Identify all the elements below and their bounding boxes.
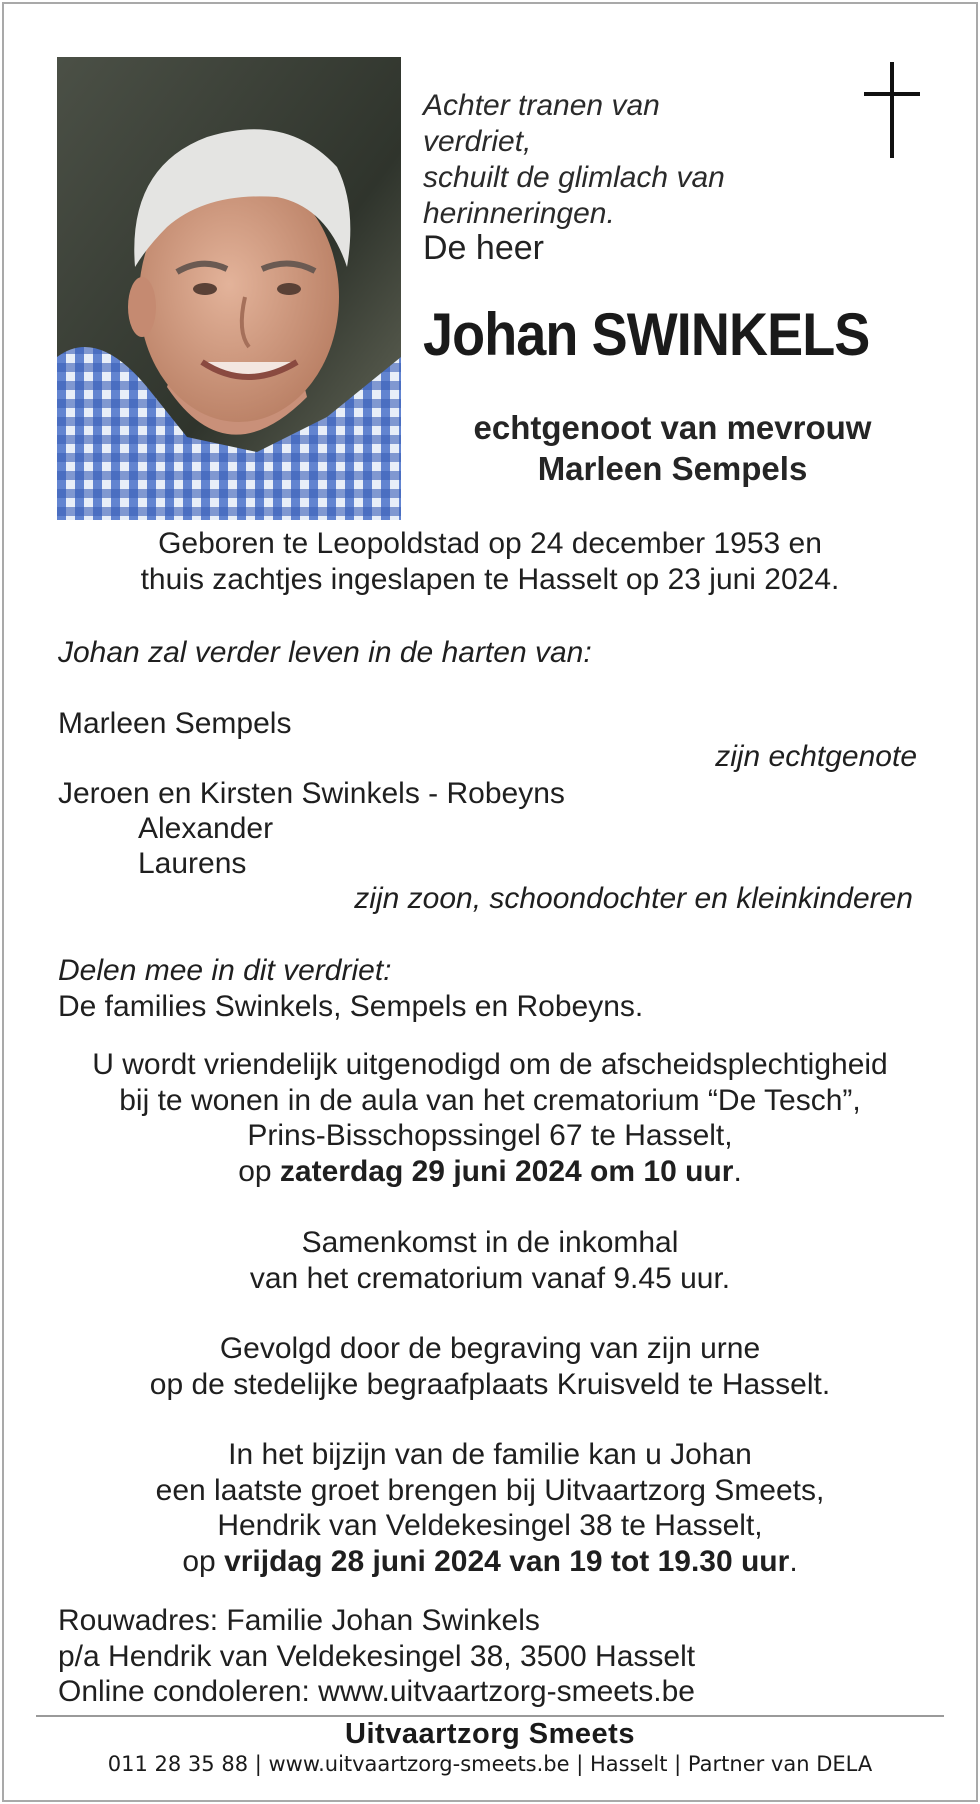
gathering-line: van het crematorium vanaf 9.45 uur.	[249, 1261, 731, 1295]
ceremony-line: Prins-Bisschopssingel 67 te Hasselt,	[247, 1119, 733, 1152]
ceremony-line: bij te wonen in de aula van het crematorium “De Tesch”,	[119, 1083, 861, 1117]
birth-death	[30, 526, 950, 597]
spouse-line: echtgenoot van mevrouw	[473, 409, 872, 446]
share-grief-intro: Delen mee in dit verdriet:	[58, 954, 392, 987]
quote-line: Achter tranen van verdriet,	[423, 89, 660, 158]
visitation-date-prefix: op	[182, 1544, 225, 1578]
ceremony-date: zaterdag 29 juni 2024 om 10 uur	[279, 1154, 734, 1188]
visitation-line: In het bijzijn van de familie kan u Johan	[228, 1438, 752, 1471]
portrait-photo	[57, 57, 401, 520]
address-line: Rouwadres: Familie Johan Swinkels	[58, 1604, 540, 1637]
visitation-date-suffix: .	[789, 1544, 798, 1578]
deceased-name: Johan SWINKELS	[423, 301, 870, 368]
ceremony-date-prefix: op	[238, 1154, 280, 1188]
share-grief-families: De families Swinkels, Sempels en Robeyns.	[58, 989, 644, 1023]
address-line: Online condoleren: www.uitvaartzorg-smeets.be	[58, 1675, 695, 1708]
address-line: p/a Hendrik van Veldekesingel 38, 3500 Hasselt	[58, 1639, 696, 1673]
ceremony-date-line	[30, 1154, 950, 1190]
birth-death-line: Geboren te Leopoldstad op 24 december 1953 en	[158, 527, 822, 560]
gathering-info	[30, 1225, 950, 1296]
spouse-info	[420, 407, 925, 489]
mourner-son-relation: zijn zoon, schoondochter en kleinkinderen	[354, 882, 913, 915]
ceremony-info	[30, 1047, 950, 1189]
spouse-line: Marleen Sempels	[537, 450, 808, 487]
mourning-address	[58, 1603, 695, 1710]
mourners-intro: Johan zal verder leven in de harten van:	[58, 636, 592, 669]
mourner-grandchild: Laurens	[138, 847, 247, 880]
visitation-date-line	[30, 1544, 950, 1580]
mourner-grandchild: Alexander	[138, 812, 274, 845]
quote	[423, 88, 763, 232]
visitation-line: een laatste groet brengen bij Uitvaartzorg Smeets,	[155, 1473, 825, 1507]
visitation-info	[30, 1437, 950, 1579]
portrait-illustration	[57, 57, 401, 520]
quote-line: schuilt de glimlach van	[423, 161, 725, 194]
burial-line: op de stedelijke begraafplaats Kruisveld te Hasselt.	[149, 1367, 831, 1401]
burial-info	[30, 1331, 950, 1402]
mourner-spouse-relation: zijn echtgenote	[715, 740, 917, 773]
salutation: De heer	[423, 229, 544, 267]
share-grief	[58, 953, 643, 1024]
mourner-son-family: Jeroen en Kirsten Swinkels - Robeyns	[58, 777, 565, 810]
ceremony-line: U wordt vriendelijk uitgenodigd om de afscheidsplechtigheid	[92, 1048, 888, 1081]
footer-company: Uitvaartzorg Smeets	[345, 1718, 635, 1750]
birth-death-line: thuis zachtjes ingeslapen te Hasselt op 23 juni 2024.	[140, 562, 840, 596]
mourner-spouse-name: Marleen Sempels	[58, 707, 292, 740]
gathering-line: Samenkomst in de inkomhal	[301, 1226, 679, 1259]
footer-divider	[36, 1715, 944, 1717]
quote-line: herinneringen.	[423, 197, 615, 230]
visitation-date: vrijdag 28 juni 2024 van 19 tot 19.30 uur	[224, 1544, 790, 1578]
visitation-line: Hendrik van Veldekesingel 38 te Hasselt,	[217, 1509, 763, 1542]
footer-contact-info: 011 28 35 88 | www.uitvaartzorg-smeets.be | Hasselt | Partner van DELA	[107, 1752, 873, 1776]
cross-icon	[862, 60, 922, 160]
burial-line: Gevolgd door de begraving van zijn urne	[219, 1332, 761, 1365]
ceremony-date-suffix: .	[733, 1154, 742, 1188]
